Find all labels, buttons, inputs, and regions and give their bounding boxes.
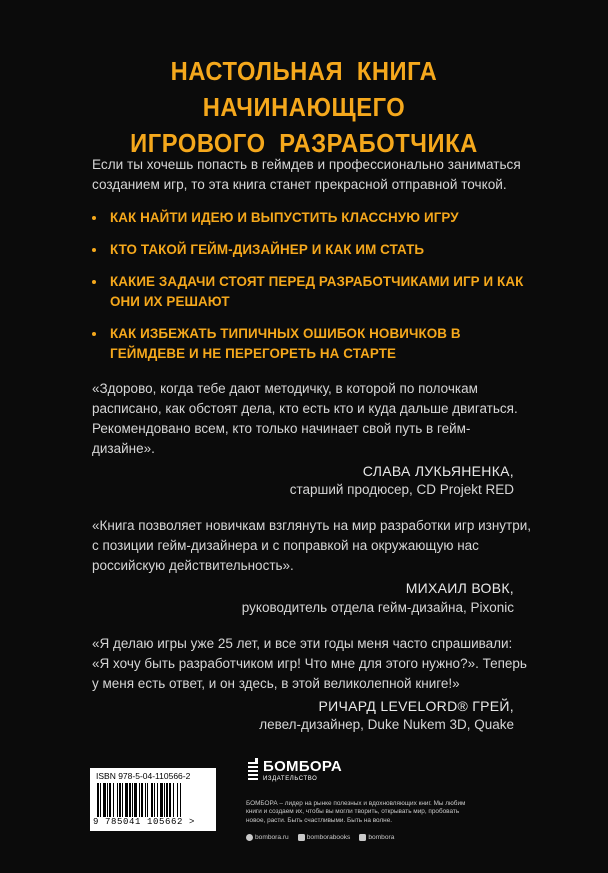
barcode-bar	[157, 783, 158, 817]
testimonial-author-1: СЛАВА ЛУКЬЯНЕНКА,	[362, 463, 514, 479]
testimonial-role-3: левел-дизайнер, Duke Nukem 3D, Quake	[259, 717, 514, 732]
list-item	[92, 240, 532, 260]
book-title	[77, 54, 531, 162]
list-item-text: КАК НАЙТИ ИДЕЮ И ВЫПУСТИТЬ КЛАССНУЮ ИГРУ	[110, 210, 459, 225]
barcode-bar	[151, 783, 153, 817]
globe-icon	[246, 834, 253, 841]
testimonial-author-3: РИЧАРД LEVELORD® ГРЕЙ,	[318, 698, 514, 714]
list-item-text: КАК ИЗБЕЖАТЬ ТИПИЧНЫХ ОШИБОК НОВИЧКОВ В ГЕЙМДЕВЕ И НЕ ПЕРЕГОРЕТЬ НА СТАРТЕ	[110, 326, 461, 361]
publisher-name: БОМБОРА	[263, 758, 343, 775]
intro-paragraph: Если ты хочешь попасть в геймдев и профессионально заниматься созданием игр, то эта книга станет прекрасной отправной точкой.	[92, 157, 521, 192]
barcode-bar	[132, 783, 133, 817]
barcode-bar	[145, 783, 146, 817]
barcode-bar	[113, 783, 114, 817]
barcode-bar	[166, 783, 168, 817]
barcode-bar	[134, 783, 137, 817]
social-link[interactable]: bombora	[359, 833, 394, 842]
barcode-bar	[109, 783, 111, 817]
bullet-icon	[92, 216, 96, 220]
barcode-bar	[177, 783, 178, 817]
list-item-text: КАКИЕ ЗАДАЧИ СТОЯТ ПЕРЕД РАЗРАБОТЧИКАМИ ИГР И КАК ОНИ ИХ РЕШАЮТ	[110, 274, 524, 309]
testimonial-quote-3: «Я делаю игры уже 25 лет, и все эти годы меня часто спрашивали: «Я хочу быть разработчиком игр! Что мне для этого нужно?». Теперь у меня есть ответ, и он здесь, в этой великолепной книге!»	[92, 636, 527, 691]
website-link[interactable]: bombora.ru	[246, 833, 289, 842]
title-line-1: НАСТОЛЬНАЯ КНИГА НАЧИНАЮЩЕГО	[170, 58, 438, 122]
isbn-label: ISBN 978-5-04-110566-2	[96, 771, 191, 781]
title-line-2: ИГРОВОГО РАЗРАБОТЧИКА	[130, 130, 478, 158]
bullet-icon	[92, 248, 96, 252]
barcode-bar	[139, 783, 140, 817]
bombora-logo-icon	[246, 758, 260, 782]
barcode-bar	[117, 783, 118, 817]
barcode-bar	[107, 783, 108, 817]
social-icon	[359, 834, 366, 841]
testimonial-author-2: МИХАИЛ ВОВК,	[405, 580, 514, 596]
testimonial-role-1: старший продюсер, CD Projekt RED	[289, 482, 514, 497]
barcode-bar	[154, 783, 155, 817]
barcode-bar	[129, 783, 131, 817]
publisher-links	[246, 833, 394, 842]
barcode-bar	[164, 783, 165, 817]
publisher-description: БОМБОРА – лидер на рынке полезных и вдохновляющих книг. Мы любим книги и создаем их, чтобы вы могли творить, открывать мир, пробовать новое, расти. Быть счастливыми. Быть на волне.	[246, 800, 466, 824]
testimonial-quote-2: «Книга позволяет новичкам взглянуть на мир разработки игр изнутри, с позиции гейм-дизайнера и с поправкой на окружающую нас российскую действительность».	[92, 518, 532, 573]
barcode-bar	[97, 783, 99, 817]
barcode-bar	[122, 783, 123, 817]
barcode-bars	[97, 783, 209, 817]
bullet-icon	[92, 280, 96, 284]
bullet-icon	[92, 332, 96, 336]
publisher-subtitle: ИЗДАТЕЛЬСТВО	[263, 776, 318, 782]
barcode	[90, 768, 216, 831]
vk-link[interactable]: bomborabooks	[298, 833, 351, 842]
feature-list	[92, 208, 532, 376]
barcode-bar	[173, 783, 174, 817]
list-item	[92, 324, 532, 364]
list-item-text: КТО ТАКОЙ ГЕЙМ-ДИЗАЙНЕР И КАК ИМ СТАТЬ	[110, 242, 425, 257]
barcode-bar	[169, 783, 171, 817]
barcode-bar	[119, 783, 121, 817]
list-item	[92, 208, 532, 228]
barcode-bar	[125, 783, 128, 817]
barcode-bar	[100, 783, 101, 817]
barcode-bar	[180, 783, 181, 817]
barcode-bar	[103, 783, 106, 817]
testimonial-role-2: руководитель отдела гейм-дизайна, Pixonic	[241, 600, 514, 615]
testimonial-quote-1: «Здорово, когда тебе дают методичку, в которой по полочкам расписано, как обстоят дела, кто есть кто и куда дальше двигаться. Рекомендовано всем, кто только начинает свой путь в гейм-дизайне».	[92, 381, 518, 456]
ean-digits: 9 785041 105662 >	[93, 817, 196, 827]
barcode-bar	[160, 783, 163, 817]
vk-icon	[298, 834, 305, 841]
list-item	[92, 272, 532, 312]
barcode-bar	[147, 783, 148, 817]
barcode-bar	[141, 783, 143, 817]
